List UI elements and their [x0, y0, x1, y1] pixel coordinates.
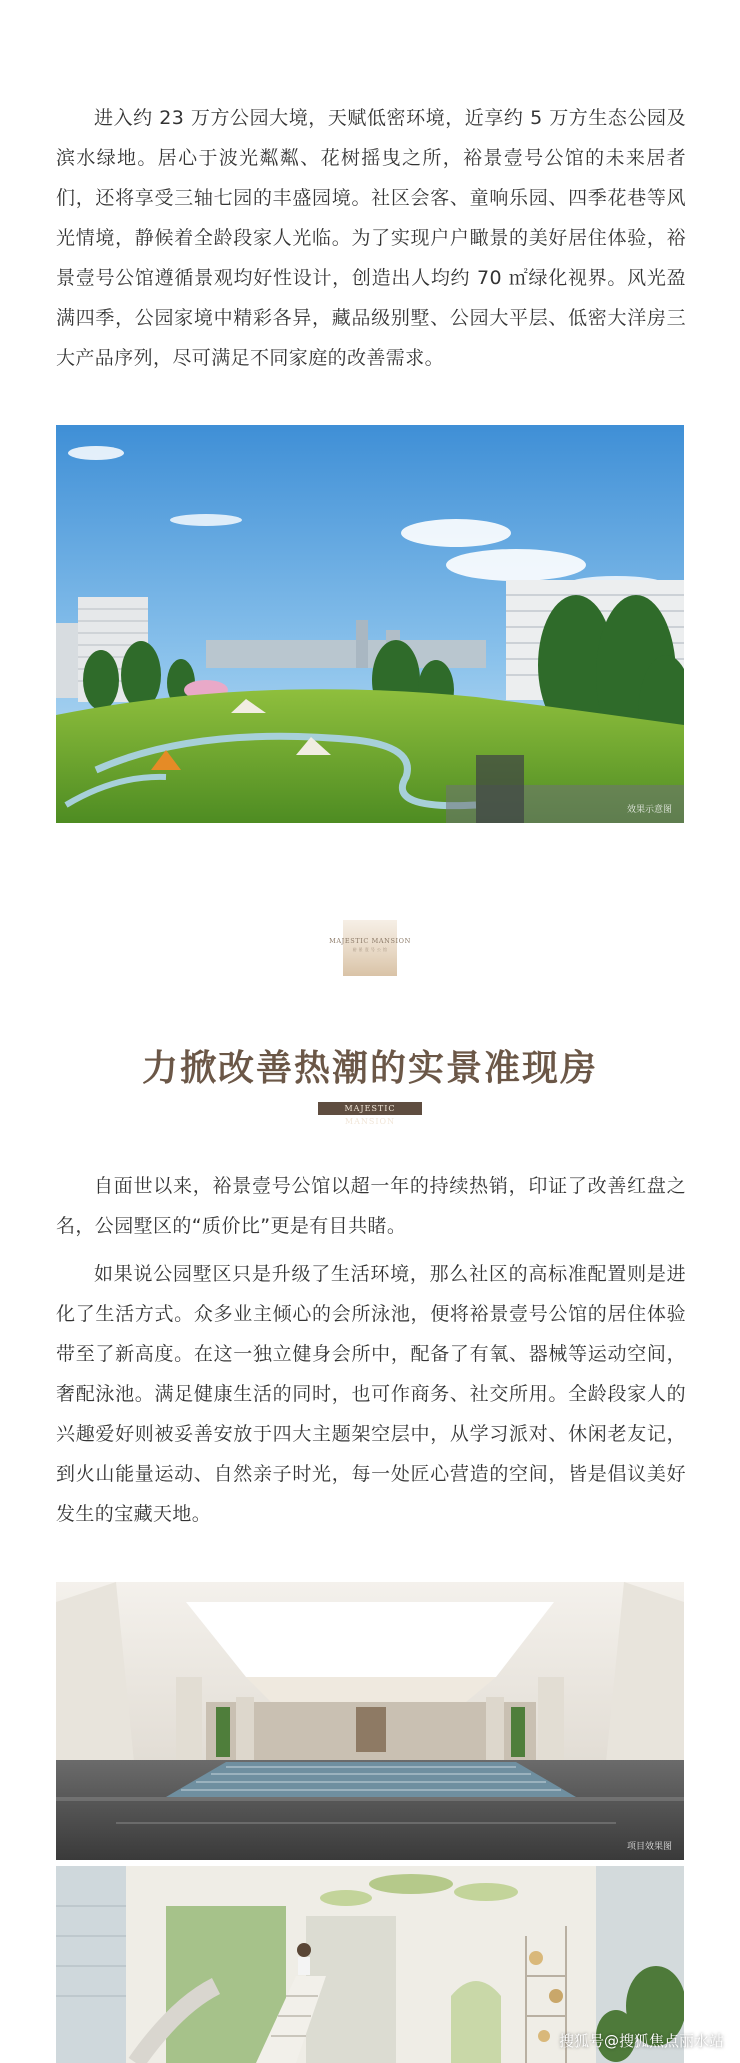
sales-paragraph: 自面世以来，裕景壹号公馆以超一年的持续热销，印证了改善红盘之名，公园墅区的“质价比”更是有目共睹。: [56, 1175, 686, 1237]
majestic-mansion-logo: [329, 920, 411, 976]
pool-scene: [56, 1582, 684, 1860]
park-rendering-image: [56, 425, 684, 823]
park-image-caption: 效果示意图: [626, 805, 672, 815]
pool-rendering-image: [56, 1582, 684, 1860]
section-tag: MAJESTIC MANSION: [318, 1102, 422, 1115]
intro-paragraph: 进入约 23 万方公园大境，天赋低密环境，近享约 5 万方生态公园及滨水绿地。居心于波光粼粼、花树摇曳之所，裕景壹号公馆的未来居者们，还将享受三轴七园的丰盛园境。社区会客、童响乐园、四季花巷等风光情境，静候着全龄段家人光临。为了实现户户瞰景的美好居住体验，裕景壹号公馆遵循景观均好性设计，创造出人均约 70 ㎡绿化视界。风光盈满四季，公园家境中精彩各异，藏品级别墅、公园大平层、低密大洋房三大产品序列，尽可满足不同家庭的改善需求。: [56, 107, 686, 369]
logo-sub-text: 裕 景 壹 号 公 馆: [352, 947, 388, 952]
pool-image-caption: 项目效果图: [626, 1842, 672, 1852]
logo-main-text: MAJESTIC MANSION: [329, 937, 411, 945]
source-watermark: 搜狐号@搜狐焦点丽水站: [558, 2032, 724, 2050]
section-title: 力掀改善热潮的实景准现房: [141, 1047, 598, 1089]
amenities-paragraph: 如果说公园墅区只是升级了生活环境，那么社区的高标准配置则是进化了生活方式。众多业主倾心的会所泳池，便将裕景壹号公馆的居住体验带至了新高度。在这一独立健身会所中，配备了有氧、器械等运动空间，奢配泳池。满足健康生活的同时，也可作商务、社交所用。全龄段家人的兴趣爱好则被妥善安放于四大主题架空层中，从学习派对、休闲老友记，到火山能量运动、自然亲子时光，每一处匠心营造的空间，皆是倡议美好发生的宝藏天地。: [56, 1263, 686, 1525]
park-scene: [56, 425, 684, 823]
